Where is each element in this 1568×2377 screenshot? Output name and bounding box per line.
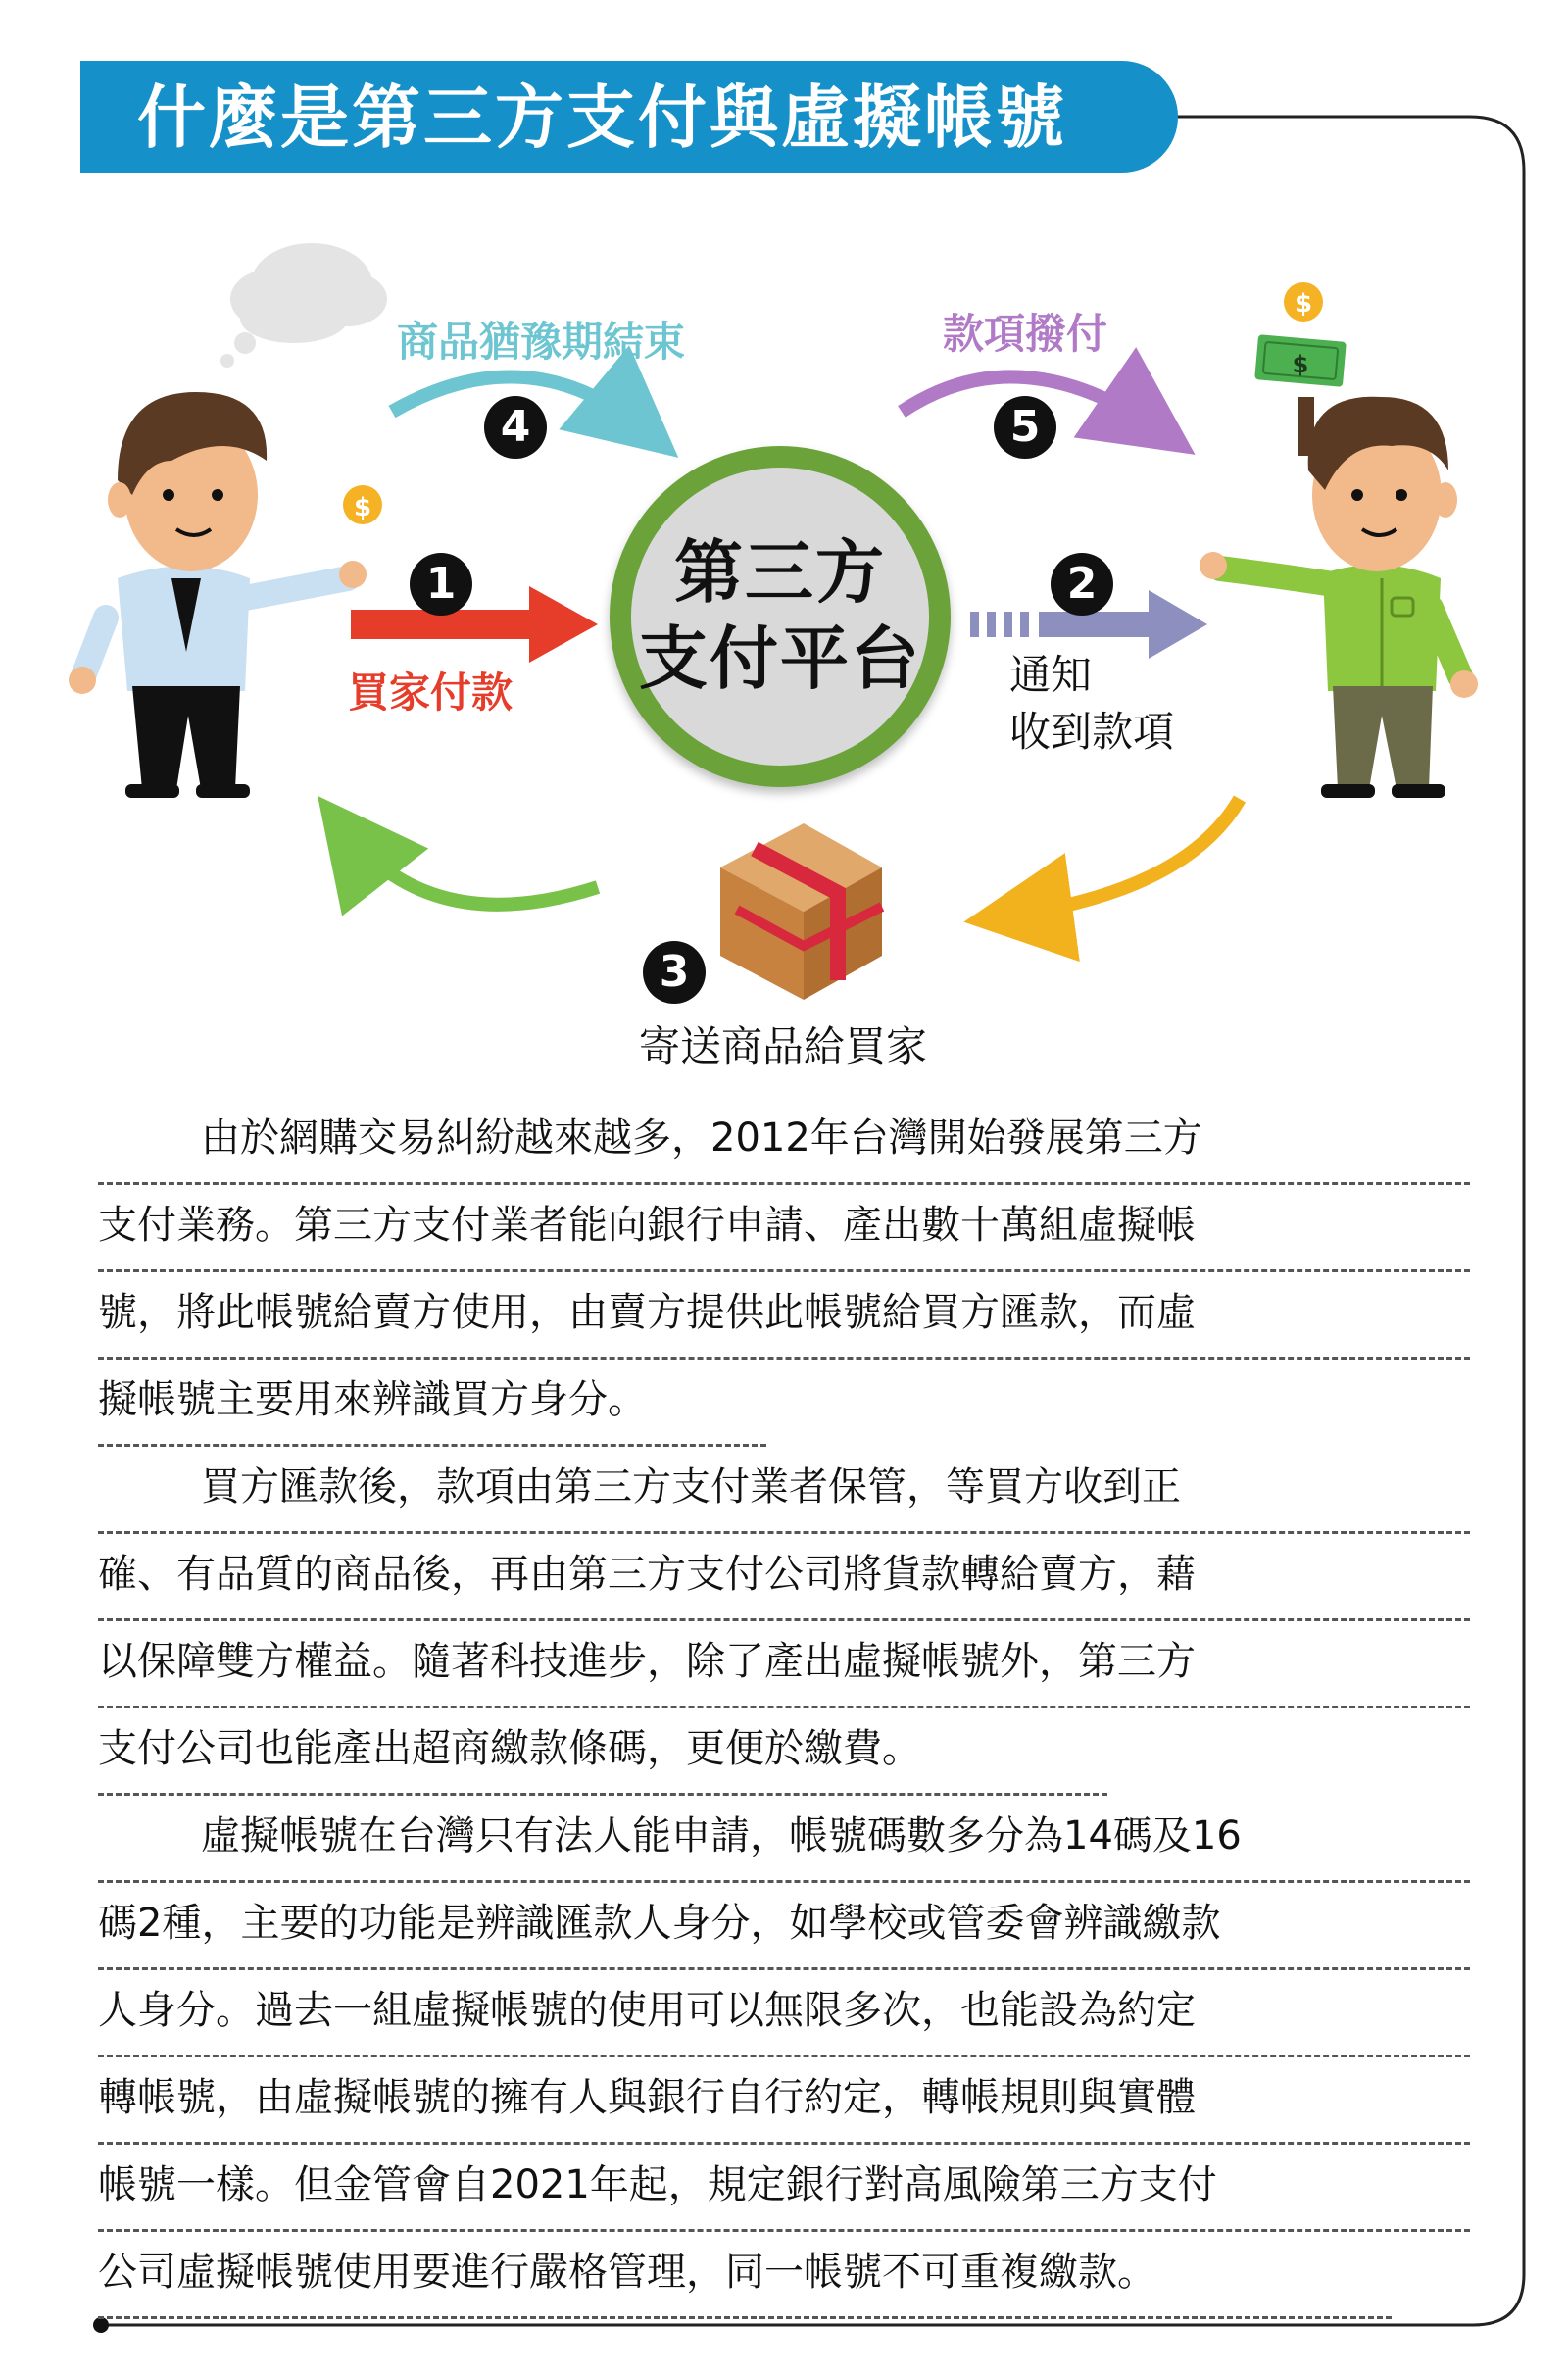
line-text: 帳號一樣。但金管會自2021年起，規定銀行對高風險第三方支付 — [98, 2162, 1217, 2207]
buyer-icon — [69, 392, 367, 798]
line-text: 人身分。過去一組虛擬帳號的使用可以無限多次，也能設為約定 — [98, 1988, 1196, 2033]
center-label-line-1: 第三方 — [674, 532, 886, 613]
paragraph-line — [98, 1272, 1470, 1360]
step-5-label: 款項撥付 — [943, 310, 1108, 358]
svg-text:$: $ — [353, 493, 372, 522]
paragraph-line — [98, 1708, 1107, 1796]
line-text: 擬帳號主要用來辨識買方身分。 — [98, 1377, 647, 1422]
step-3-label: 寄送商品給買家 — [639, 1022, 928, 1070]
step-1-label: 買家付款 — [348, 669, 514, 717]
svg-text:$: $ — [1292, 351, 1309, 378]
step-4-label: 商品猶豫期結束 — [397, 318, 686, 366]
step-2-label-line-1: 通知 — [1009, 651, 1093, 699]
line-text: 由於網購交易糾紛越來越多，2012年台灣開始發展第三方 — [201, 1115, 1202, 1161]
center-label — [610, 529, 951, 702]
paragraph-2 — [98, 1447, 1470, 1796]
line-text: 碼2種，主要的功能是辨識匯款人身分，如學校或管委會辨識繳款 — [98, 1901, 1221, 1946]
line-text: 支付公司也能產出超商繳款條碼，更便於繳費。 — [98, 1726, 921, 1771]
paragraph-line — [98, 1970, 1470, 2057]
paragraph-line — [98, 1796, 1470, 1883]
step-2-label-line-2: 收到款項 — [1009, 708, 1175, 756]
step-4-number: 4 — [484, 396, 547, 459]
money-bill-icon — [1254, 282, 1347, 387]
center-label-line-2: 支付平台 — [639, 619, 921, 699]
paragraph-line — [98, 1098, 1470, 1185]
coin-icon — [343, 485, 382, 524]
line-text: 確、有品質的商品後，再由第三方支付公司將貨款轉給賣方，藉 — [98, 1552, 1196, 1597]
step-2-number: 2 — [1051, 553, 1113, 616]
step-3-number: 3 — [643, 941, 706, 1004]
line-text: 以保障雙方權益。隨著科技進步，除了產出虛擬帳號外，第三方 — [98, 1639, 1196, 1684]
paragraph-line — [98, 1883, 1470, 1970]
svg-text:$: $ — [1294, 289, 1313, 319]
line-text: 號，將此帳號給賣方使用，由賣方提供此帳號給買方匯款，而虛 — [98, 1290, 1196, 1335]
thought-cloud-icon — [220, 243, 387, 368]
step-1-number: 1 — [410, 553, 472, 616]
paragraph-line — [98, 2145, 1470, 2232]
line-text: 轉帳號，由虛擬帳號的擁有人與銀行自行約定，轉帳規則與實體 — [98, 2075, 1196, 2120]
paragraph-line — [98, 1534, 1470, 1621]
paragraph-1 — [98, 1098, 1470, 1447]
paragraph-3 — [98, 1796, 1470, 2319]
step-2-label — [1009, 647, 1174, 761]
paragraph-line — [98, 1360, 766, 1447]
paragraph-line — [98, 2057, 1470, 2145]
step-5-number: 5 — [994, 396, 1056, 459]
page-title: 什麼是第三方支付與虛擬帳號 — [137, 77, 1067, 158]
paragraph-line — [98, 1185, 1470, 1272]
line-text: 虛擬帳號在台灣只有法人能申請，帳號碼數多分為14碼及16 — [201, 1813, 1242, 1858]
paragraph-line — [98, 2232, 1392, 2319]
line-text: 買方匯款後，款項由第三方支付業者保管，等買方收到正 — [201, 1464, 1181, 1510]
paragraph-line — [98, 1621, 1470, 1708]
seller-icon — [1200, 397, 1478, 798]
body-text — [98, 1098, 1470, 2319]
line-text: 支付業務。第三方支付業者能向銀行申請、產出數十萬組虛擬帳 — [98, 1203, 1196, 1248]
paragraph-line — [98, 1447, 1470, 1534]
line-text: 公司虛擬帳號使用要進行嚴格管理，同一帳號不可重複繳款。 — [98, 2250, 1156, 2295]
